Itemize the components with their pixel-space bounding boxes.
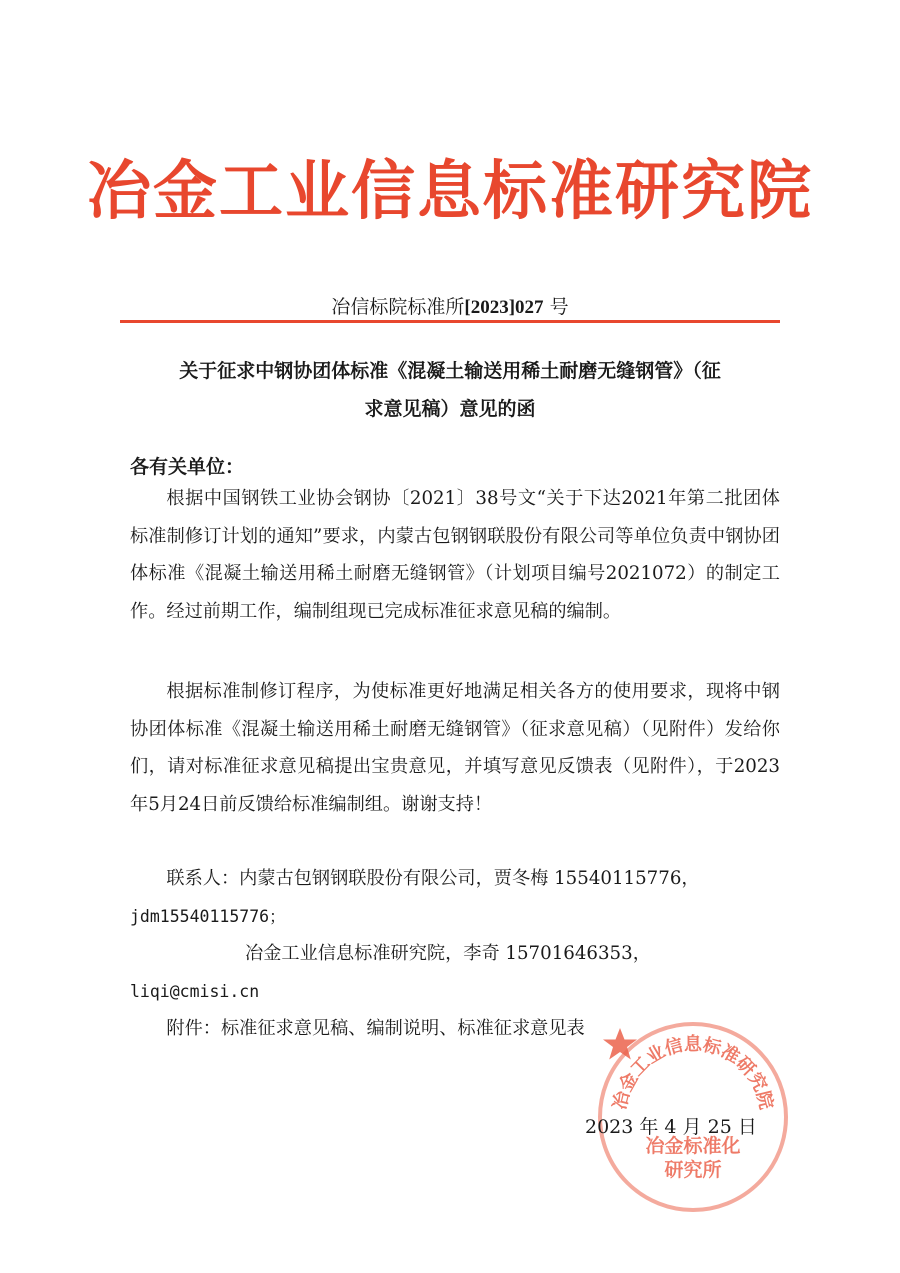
contact-2-line: 冶金工业信息标准研究院，李奇 15701646353，: [245, 943, 651, 964]
body-paragraph-2: 根据标准制修订程序，为使标准更好地满足相关各方的使用要求，现将中钢协团体标准《混凝土输送用稀土耐磨无缝钢管》（征求意见稿）（见附件）发给你们，请对标准征求意见稿提出宝贵意见，并填写意见反馈表（见附件），于2023年5月24日前反馈给标准编制组。谢谢支持！: [130, 681, 780, 815]
body-paragraph-1: 根据中国钢铁工业协会钢协〔2021〕38号文“关于下达2021年第二批团体标准制修订计划的通知”要求，内蒙古包钢钢联股份有限公司等单位负责中钢协团体标准《混凝土输送用稀土耐磨无缝钢管》（计划项目编号2021072）的制定工作。经过前期工作，编制组现已完成标准征求意见稿的编制。: [130, 488, 780, 622]
subject-line-2: 求意见稿）意见的函: [364, 398, 536, 420]
seal-line-2: 研究所: [664, 1159, 722, 1181]
seal-line-1: 冶金标准化: [645, 1135, 741, 1157]
doc-number-prefix: 冶信标院标准所: [331, 296, 465, 318]
seal-arc-text: 冶金工业信息标准研究院: [609, 1034, 777, 1112]
star-icon: [602, 1026, 638, 1062]
contact-1-line: 联系人：内蒙古包钢钢联股份有限公司，贾冬梅 15540115776，: [166, 868, 700, 889]
salutation: 各有关单位：: [130, 456, 245, 478]
letter-date: 2023 年 4 月 25 日: [585, 1116, 757, 1138]
doc-number-suffix: 号: [543, 296, 569, 318]
contact-1-email: jdm15540115776；: [130, 906, 286, 926]
letter-subject: [110, 352, 790, 428]
document-number: [0, 292, 900, 319]
subject-line-1: 关于征求中钢协团体标准《混凝土输送用稀土耐磨无缝钢管》（征: [179, 360, 721, 382]
contact-2-email: liqi@cmisi.cn: [130, 981, 260, 1001]
org-letterhead-title: 冶金工业信息标准研究院: [87, 155, 813, 229]
doc-number-code: [2023]027: [464, 297, 544, 318]
contact-block-1: [130, 860, 780, 935]
header-divider: [120, 320, 780, 323]
contact-block-2: [130, 935, 780, 1010]
attachments-line: 附件：标准征求意见稿、编制说明、标准征求意见表: [166, 1018, 585, 1039]
